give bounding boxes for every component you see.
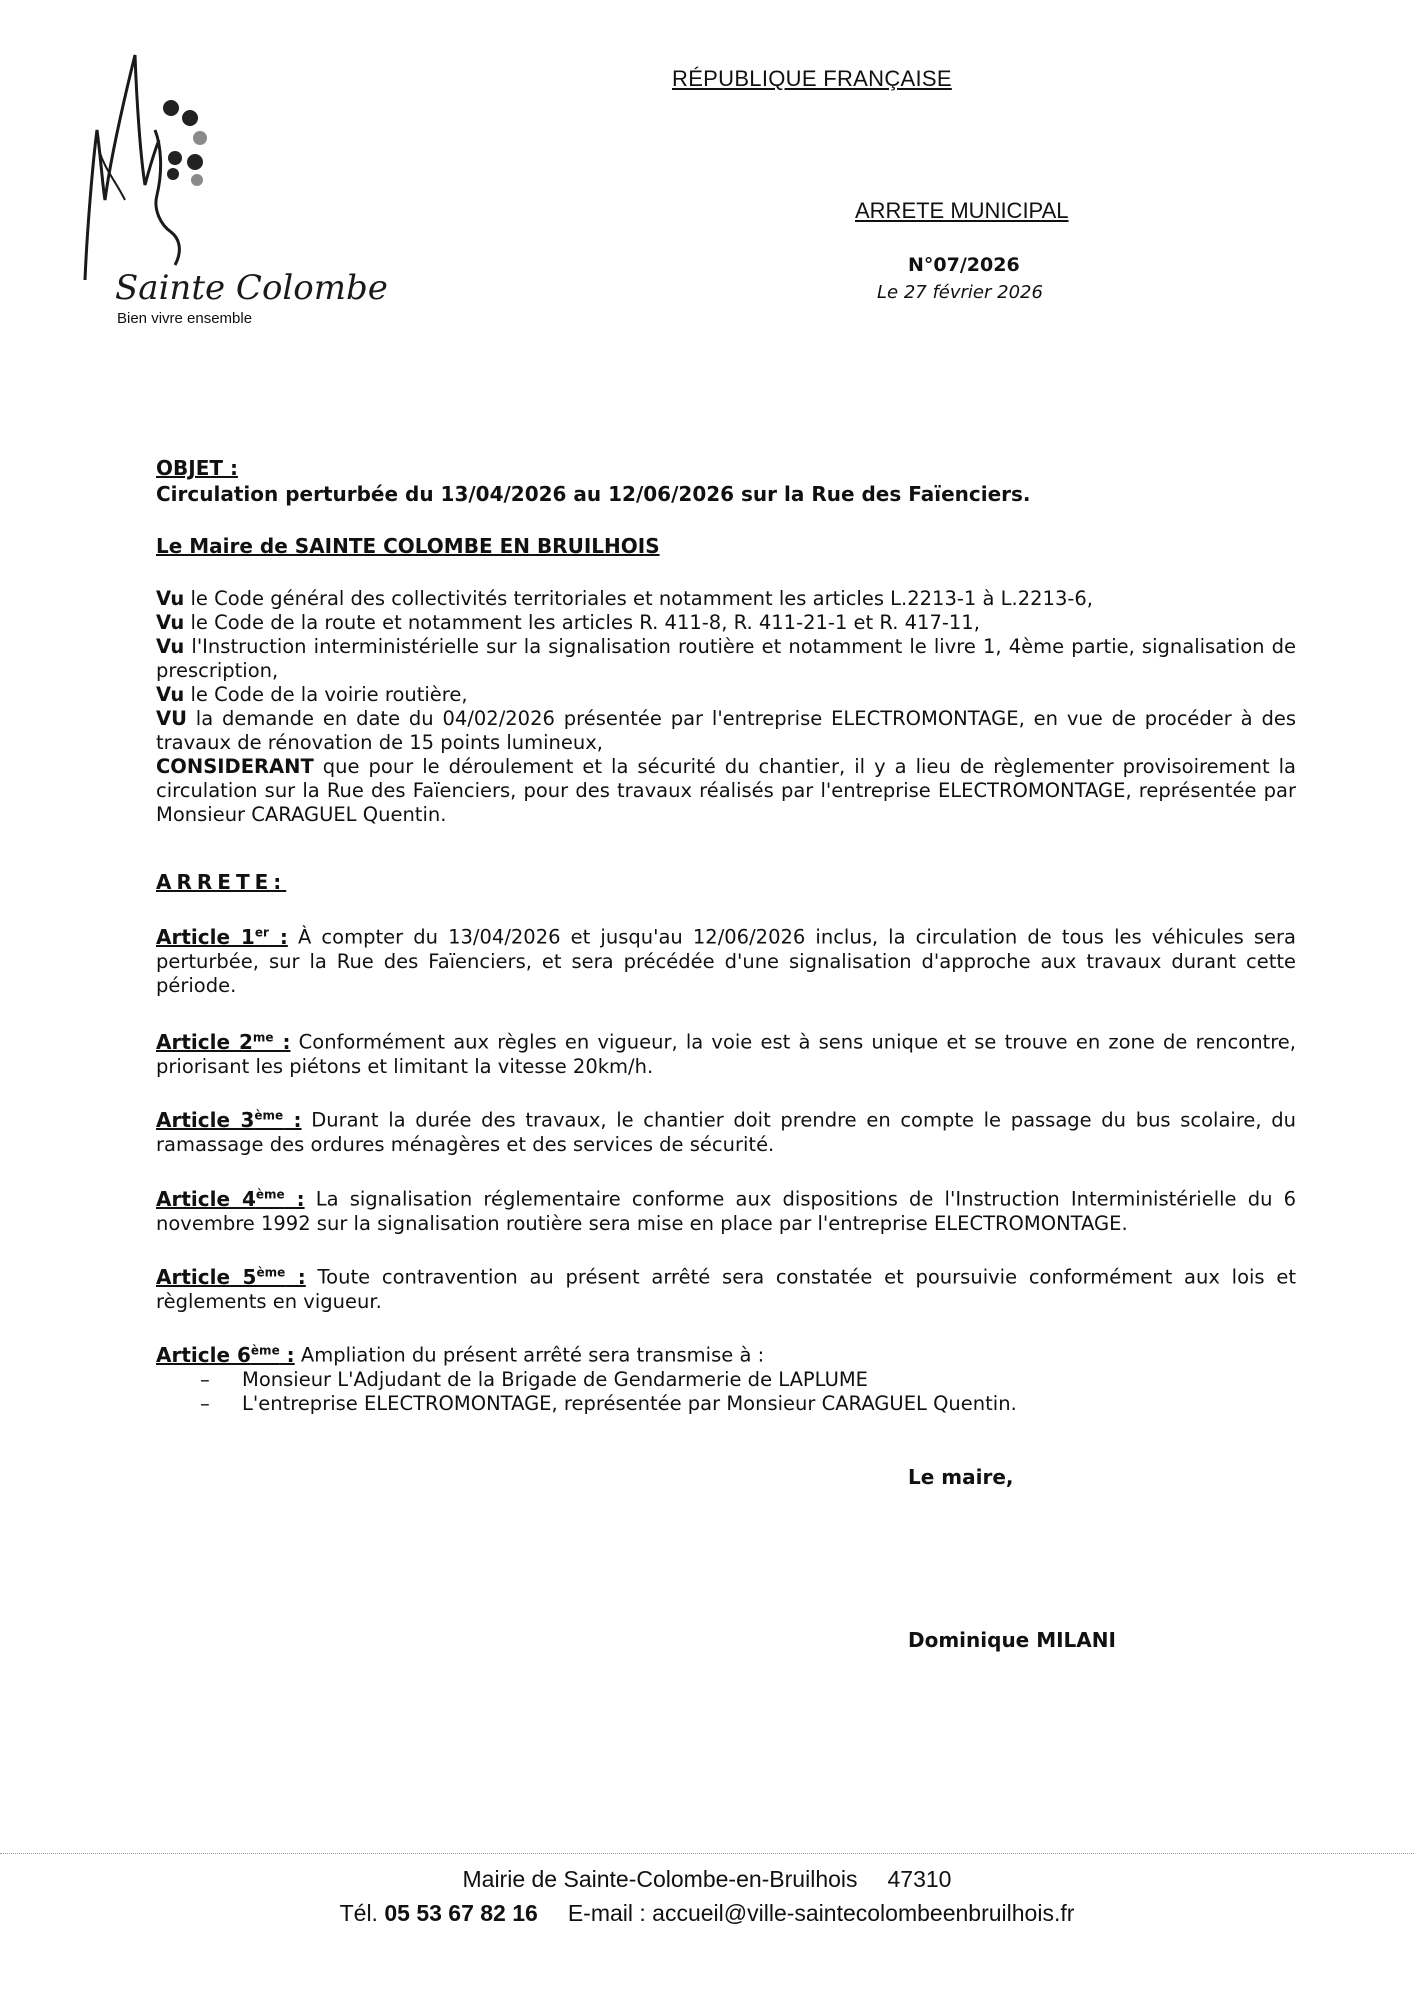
logo-name: Sainte Colombe — [115, 268, 388, 308]
arrete-number: N°07/2026 — [908, 254, 1020, 276]
article-2: Article $2^{me}$ : Conformément aux règles en vigueur, la voie est à sens unique et se trouve en zone de rencontre, priorisant les piétons et limitant la vitesse 20km/h. — [156, 1029, 1296, 1078]
consideration-item: Vu le Code de la route et notamment les articles R. 411-8, R. 411-21-1 et R. 417-11, — [156, 611, 980, 634]
consideration-item: Vu le Code général des collectivités territoriales et notamment les articles L.2213-1 à L.2213-6, — [156, 587, 1093, 610]
church-dove-emblem-icon — [75, 50, 345, 280]
signoff: Le maire, — [908, 1465, 1014, 1489]
signer-name: Dominique MILANI — [908, 1628, 1116, 1652]
footer-contact: Tél. 05 53 67 82 16 E-mail : accueil@ville-saintecolombeenbruilhois.fr — [339, 1900, 1075, 1926]
consideration-item: Vu l'Instruction interministérielle sur la signalisation routière et notamment le livre 1, 4ème partie, signalisation de prescription, — [156, 635, 1296, 682]
phone-number: 05 53 67 82 16 — [384, 1900, 538, 1926]
consideration-item: VU la demande en date du 04/02/2026 présentée par l'entreprise ELECTROMONTAGE, en vue de procéder à des travaux de rénovation de 15 points lumineux, — [156, 707, 1296, 754]
logo-tagline: Bien vivre ensemble — [117, 310, 253, 327]
list-item: – L'entreprise ELECTROMONTAGE, représentée par Monsieur CARAGUEL Quentin. — [200, 1391, 1017, 1415]
consideration-item: CONSIDERANT que pour le déroulement et la sécurité du chantier, il y a lieu de règlementer provisoirement la circulation sur la Rue des Faïenciers, pour des travaux réalisés par l'entreprise ELECTROMONTAGE, représentée par Monsieur CARAGUEL Quentin. — [156, 755, 1296, 826]
arrete-heading: ARRETE: — [156, 870, 287, 894]
article-5: Article 5ème : Toute contravention au présent arrêté sera constatée et poursuivie conformément aux lois et règlements en vigueur. — [156, 1264, 1296, 1313]
article-6: Article 6ème : Ampliation du présent arrêté sera transmise à : – Monsieur L'Adjudant de la Brigade de Gendarmerie de LAPLUME – L'entreprise ELECTROMONTAGE, représentée par Monsieur CARAGUEL Quentin. — [156, 1338, 1296, 1416]
objet-text: Circulation perturbée du 13/04/2026 au 12/06/2026 sur la Rue des Faïenciers. — [156, 482, 1031, 506]
footer-address: Mairie de Sainte-Colombe-en-Bruilhois 47310 — [462, 1866, 952, 1892]
article-3: Article 3ème : Durant la durée des travaux, le chantier doit prendre en compte le passage du bus scolaire, du ramassage des ordures ménagères et des services de sécurité. — [156, 1107, 1296, 1156]
sainte-colombe-logo — [75, 50, 388, 330]
recipients-list — [156, 1368, 1296, 1416]
list-item: – Monsieur L'Adjudant de la Brigade de Gendarmerie de LAPLUME — [200, 1367, 868, 1391]
article-1: Article 1er : À compter du 13/04/2026 et jusqu'au 12/06/2026 inclus, la circulation de tous les véhicules sera perturbée, sur la Rue des Faïenciers, et sera précédée d'une signalisation d'approche aux travaux durant cette période. — [156, 924, 1297, 997]
arrete-date: Le 27 février 2026 — [877, 282, 1043, 303]
consideration-item: Vu le Code de la voirie routière, — [156, 683, 468, 706]
republic-heading: RÉPUBLIQUE FRANÇAISE — [672, 66, 952, 91]
document-title: ARRETE MUNICIPAL — [855, 198, 1069, 223]
objet-label: OBJET : — [156, 456, 238, 480]
article-4: Article 4ème : La signalisation réglementaire conforme aux dispositions de l'Instruction Interministérielle du 6 novembre 1992 sur la signalisation routière sera mise en place par l'entreprise ELECTROMONTAGE. — [156, 1186, 1296, 1235]
considerations-block — [156, 587, 1296, 827]
maire-heading: Le Maire de SAINTE COLOMBE EN BRUILHOIS — [156, 534, 660, 558]
email-address: accueil@ville-saintecolombeenbruilhois.fr — [652, 1900, 1075, 1926]
footer-divider — [0, 1853, 1414, 1854]
